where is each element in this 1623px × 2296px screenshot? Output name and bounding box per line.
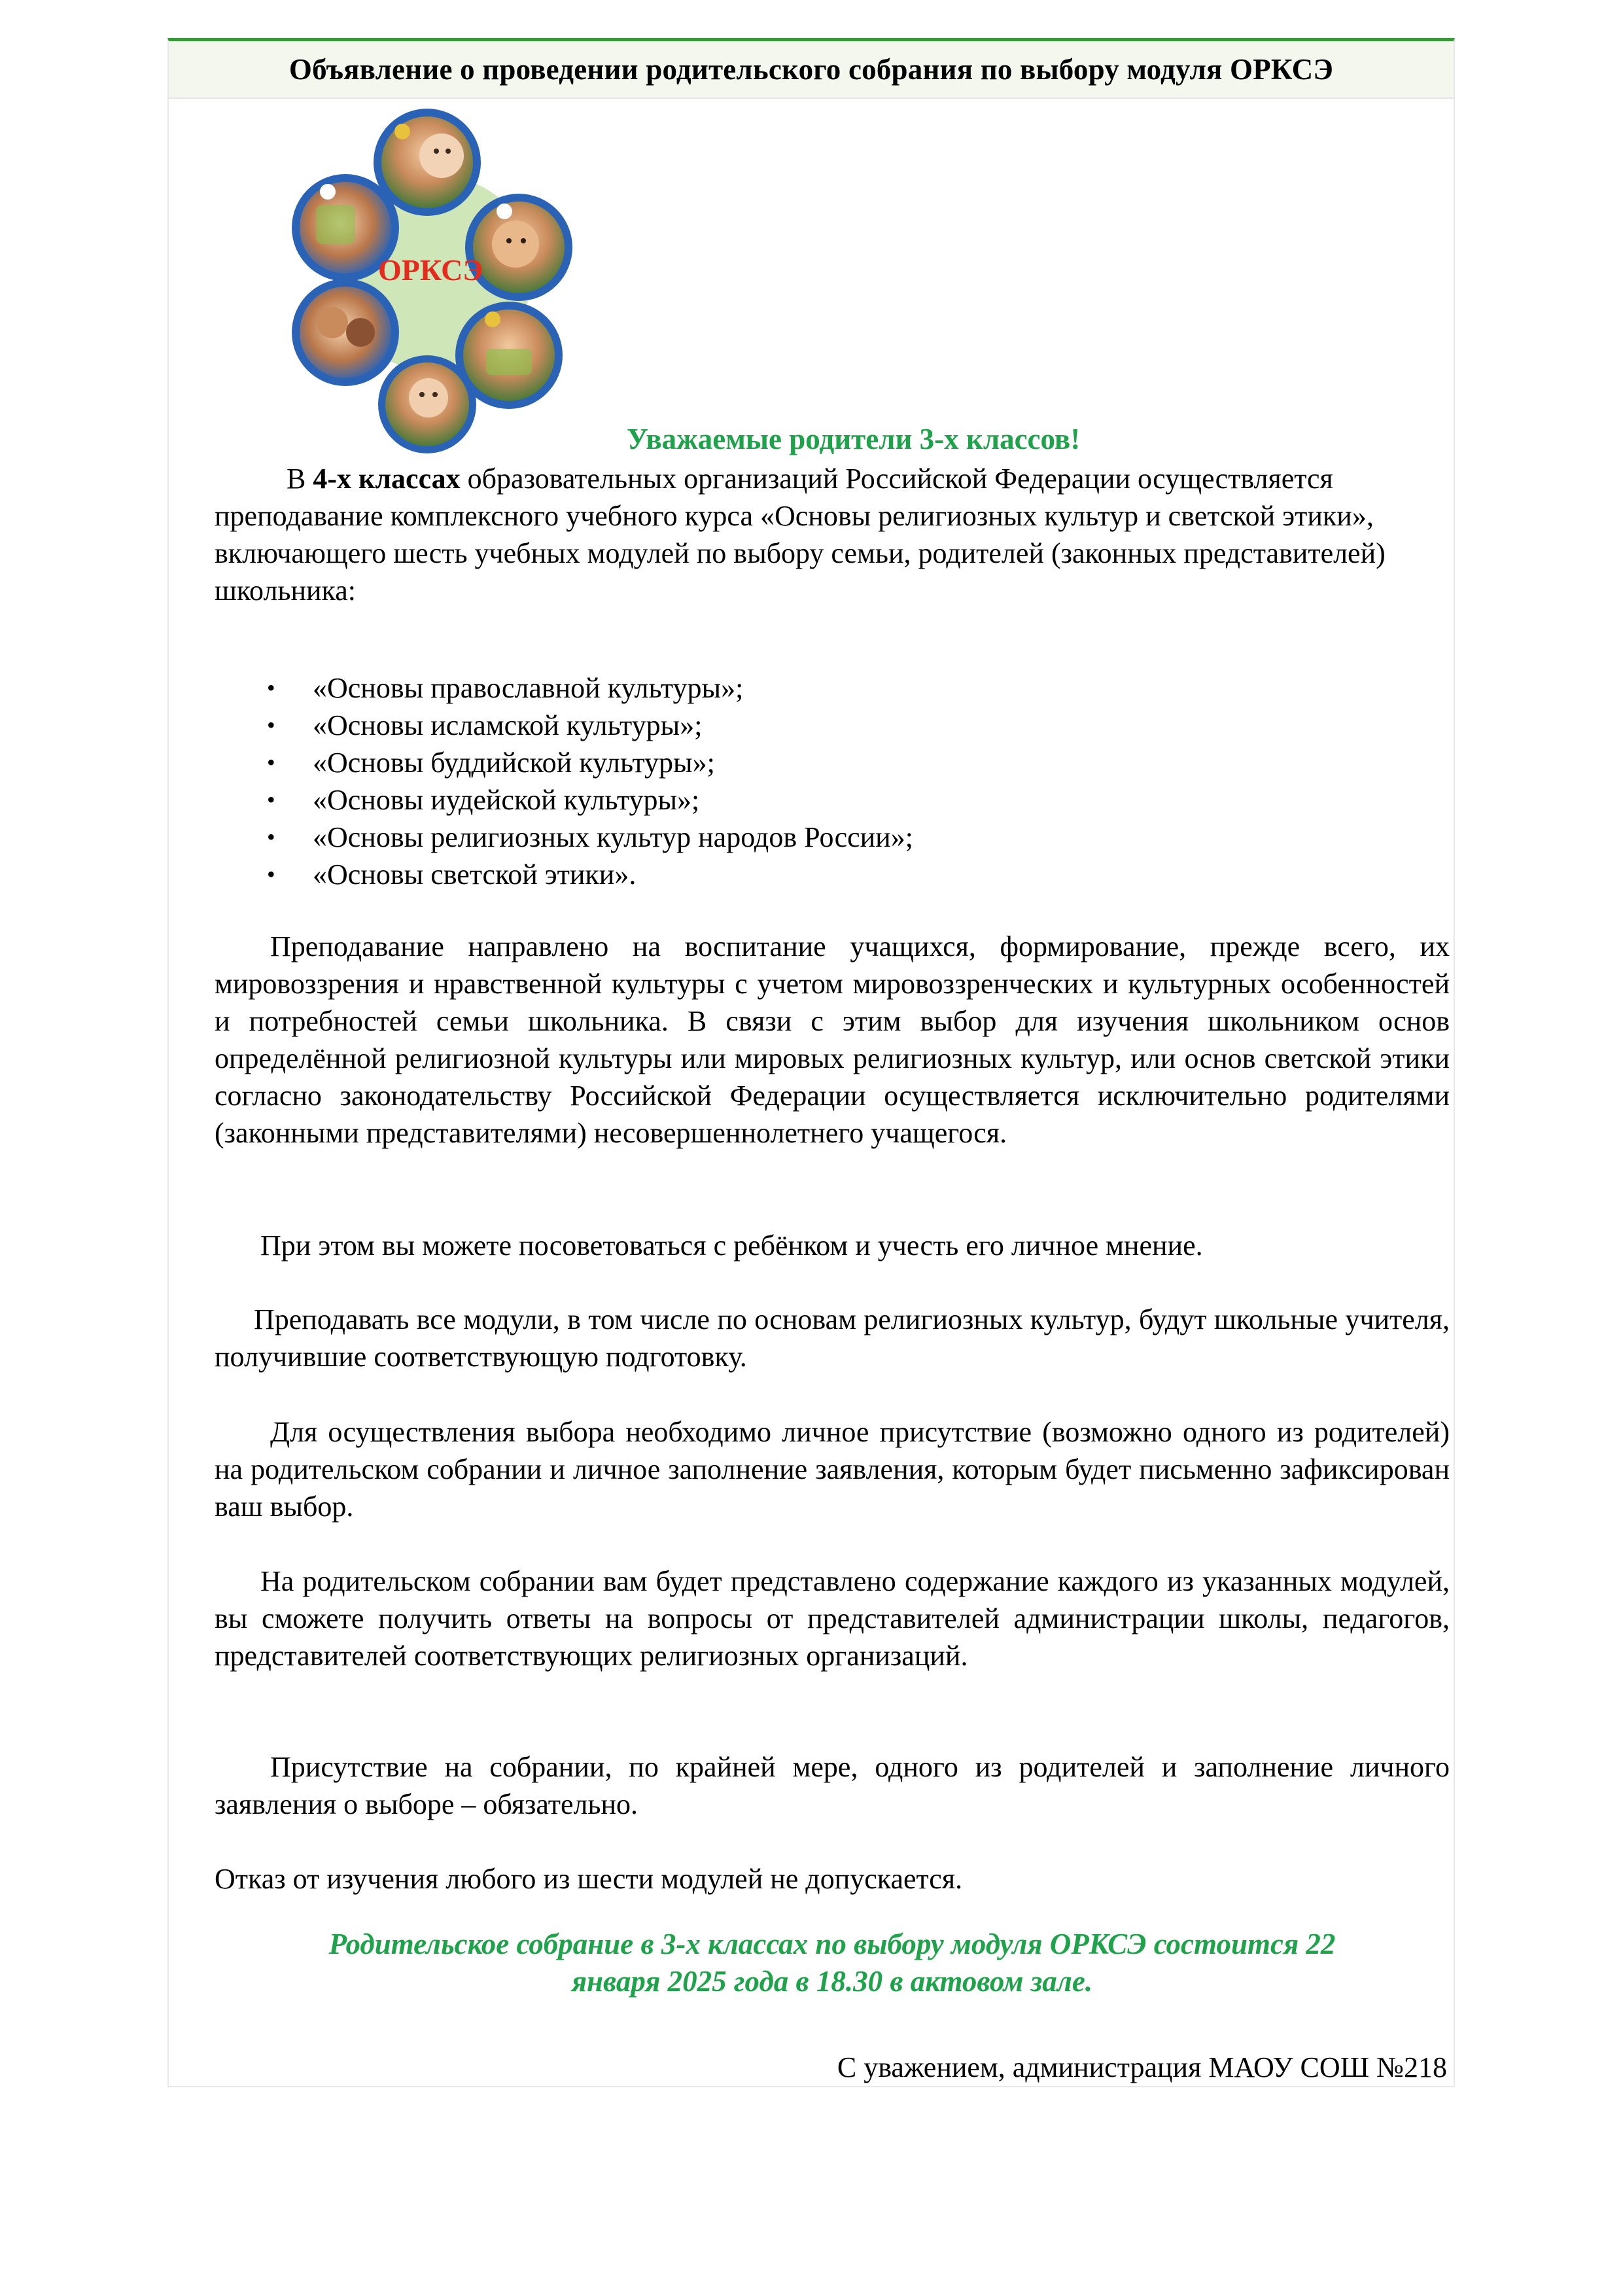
paragraph-teachers [215, 1301, 1450, 1375]
bullet-icon: • [267, 786, 275, 813]
meeting-notice-line2: января 2025 года в 18.30 в актовом зале. [571, 1965, 1093, 1998]
bullet-icon: • [267, 749, 275, 775]
meeting-notice [215, 1926, 1450, 2000]
meeting-notice-line1: Родительское собрание в 3-х классах по выбору модуля ОРКСЭ состоится 22 [328, 1928, 1336, 1960]
paragraph-teachers-text: Преподавать все модули, в том числе по основам религиозных культур, будут школьные учителя, получившие соответствующую подготовку. [215, 1303, 1450, 1373]
module-label: «Основы православной культуры»; [313, 672, 744, 704]
signature: С уважением, администрация МАОУ СОШ №218 [837, 2051, 1447, 2083]
bullet-icon: • [267, 861, 275, 887]
module-list [215, 669, 913, 893]
paragraph-presence [215, 1413, 1450, 1525]
intro-rest: образовательных организаций Российской Федерации осуществляется преподавание комплексного учебного курса «Основы религиозных культур и светской этики», включающего шесть учебных модулей по выбору семьи, родителей (законных представителей) школьника: [215, 463, 1386, 607]
paragraph-purpose-text: Преподавание направлено на воспитание учащихся, формирование, прежде всего, их мировоззрения и нравственной культуры с учетом мировоззренческих и культурных особенностей и потребностей семьи школьника. В связи с этим выбор для изучения школьником основ определённой религиозной культуры или мировых религиозных культур, или основ светской этики согласно законодательству Российской Федерации осуществляется исключительно родителями (законными представителями) несовершеннолетнего учащегося. [215, 930, 1450, 1149]
orkse-logo [277, 107, 584, 453]
petal-bottom [378, 355, 476, 453]
module-label: «Основы религиозных культур народов России»; [313, 821, 913, 853]
list-item [215, 669, 913, 707]
paragraph-purpose [215, 928, 1450, 1152]
paragraph-child-opinion-text: При этом вы можете посоветоваться с ребёнком и учесть его личное мнение. [260, 1229, 1203, 1262]
intro-paragraph [215, 460, 1431, 609]
list-item [215, 707, 913, 744]
paragraph-child-opinion [215, 1227, 1450, 1264]
module-label: «Основы иудейской культуры»; [313, 784, 700, 816]
paragraph-meeting-content [215, 1563, 1450, 1674]
intro-prefix: В [287, 463, 313, 495]
document-frame [167, 38, 1455, 2087]
module-label: «Основы буддийской культуры»; [313, 747, 715, 779]
intro-bold-classes: 4-х классах [313, 463, 461, 495]
bullet-icon: • [267, 712, 275, 738]
bullet-icon: • [267, 824, 275, 850]
paragraph-mandatory [215, 1748, 1450, 1823]
logo-text: ОРКСЭ [378, 253, 483, 287]
list-item [215, 744, 913, 781]
list-item [215, 819, 913, 856]
paragraph-refusal [215, 1860, 1450, 1898]
paragraph-presence-text: Для осуществления выбора необходимо личное присутствие (возможно одного из родителей) на родительском собрании и личное заполнение заявления, которым будет письменно зафиксирован ваш выбор. [215, 1416, 1450, 1523]
page-title: Объявление о проведении родительского собрания по выбору модуля ОРКСЭ [288, 53, 1334, 86]
header-bar [169, 41, 1454, 99]
paragraph-refusal-text: Отказ от изучения любого из шести модулей не допускается. [215, 1863, 963, 1895]
paragraph-meeting-content-text: На родительском собрании вам будет представлено содержание каждого из указанных модулей, вы сможете получить ответы на вопросы от представителей администрации школы, педагогов, представителей соответствующих религиозных организаций. [215, 1565, 1450, 1672]
module-label: «Основы светской этики». [313, 858, 637, 891]
bullet-icon: • [267, 675, 275, 701]
petal-bottom-left [292, 279, 399, 386]
greeting-heading: Уважаемые родители 3-х классов! [627, 423, 1081, 455]
module-label: «Основы исламской культуры»; [313, 709, 703, 741]
list-item [215, 856, 913, 893]
list-item [215, 781, 913, 819]
paragraph-mandatory-text: Присутствие на собрании, по крайней мере, одного из родителей и заполнение личного заявления о выборе – обязательно. [215, 1751, 1450, 1820]
